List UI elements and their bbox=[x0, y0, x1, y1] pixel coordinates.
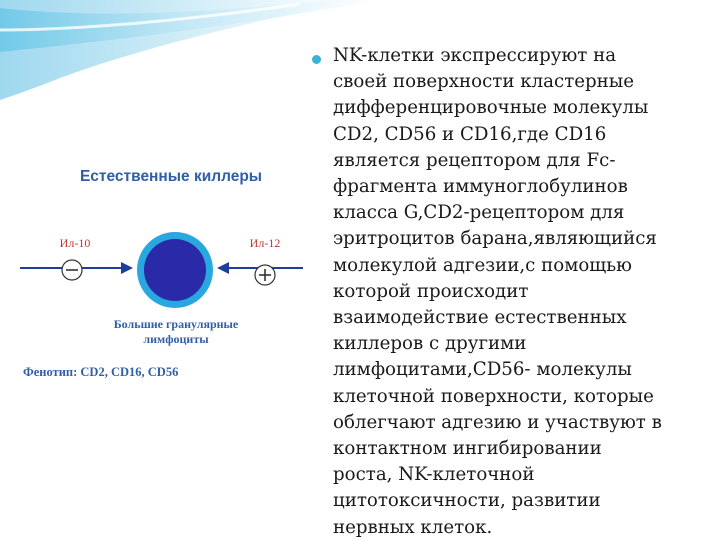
lymphocyte-cell bbox=[137, 232, 213, 308]
figure-title: Естественные киллеры bbox=[79, 168, 263, 185]
cell-caption-line1: Большие гранулярные bbox=[113, 317, 239, 331]
phenotype-label: Фенотип: CD2, CD16, CD56 bbox=[23, 365, 179, 379]
minus-circle-icon bbox=[62, 260, 82, 280]
plus-circle-icon bbox=[255, 265, 275, 285]
bullet-text: NK-клетки экспрессируют на своей поверхности кластерные дифференцировочные молекулы CD2, CD56 и CD16,где CD16 является рецептором для Fc- фрагмента иммуноглобулинов класса G,CD2-рецептором для эритроцитов барана,являющийся молекулой адгезии,с помощью которой происходит взаимодействие естественных киллеров с другими лимфоцитами,CD56- молекулы клеточной поверхности, которые облегчают адгезию и участвуют в контактном ингибировании роста, NK-клеточной цитотоксичности, развитии нервных клеток. bbox=[333, 45, 662, 538]
bullet-dot-icon bbox=[312, 55, 321, 64]
nk-cell-figure bbox=[0, 0, 310, 540]
cell-caption-line2: лимфоциты bbox=[143, 332, 209, 346]
il10-label: Ил-10 bbox=[59, 236, 91, 250]
il12-label: Ил-12 bbox=[249, 236, 281, 250]
